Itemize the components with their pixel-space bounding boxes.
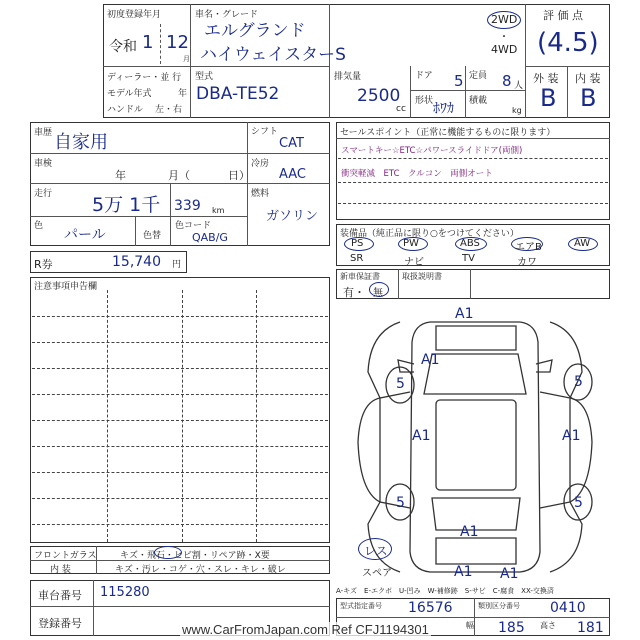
score-label: 評 価 点 [543, 9, 583, 22]
height-label: 高さ [540, 621, 556, 630]
damage-mark-rear-window: A1 [460, 524, 479, 540]
color-label: 色 [34, 221, 44, 231]
chassis-no: 115280 [100, 585, 150, 600]
load-unit: kg [512, 106, 522, 115]
model-year-unit: 年 [178, 89, 188, 99]
mileage-label: 走行 [34, 189, 53, 199]
height-value: 181 [577, 620, 604, 636]
equipment-title: 装備品（純正品に限り○をつけてください） [340, 229, 519, 239]
mileage-unit: km [212, 206, 225, 215]
damage-mark-wheel-rl: 5 [396, 495, 405, 511]
mileage-sub: 339 [174, 198, 201, 214]
recycle-amount: 15,740 [112, 254, 161, 270]
watermark: www.CarFromJapan.com Ref CFJ1194301 [182, 622, 429, 637]
drive-2wd: 2WD [491, 13, 518, 26]
damage-mark-rear-left: A1 [454, 564, 473, 580]
shift: CAT [279, 136, 304, 151]
reg-label: 登録番号 [38, 617, 82, 630]
shift-label: シフト [251, 127, 279, 137]
model-code: DBA-TE52 [196, 84, 280, 104]
exterior-grade: B [540, 84, 557, 112]
damage-mark-front: A1 [455, 306, 474, 322]
equip-ps: PS [351, 238, 364, 249]
drive-4wd: 4WD [491, 43, 518, 56]
warranty-value: 有・ [343, 286, 365, 299]
equip-pw: PW [403, 238, 419, 249]
capacity-label: 定員 [469, 71, 488, 81]
width-label: 幅 [466, 621, 474, 630]
damage-mark-wheel-fr: 5 [574, 374, 583, 390]
interior-label: 内 装 [575, 72, 601, 85]
sales-line1: スマートキー☆ETC☆パワースライドドア(両側) [341, 146, 523, 156]
windshield-items: キズ・飛石・ヒビ割・リペア跡・X要 [120, 551, 270, 561]
vehicle-type-label: 車歴 [34, 128, 53, 138]
ac: AAC [279, 167, 306, 182]
capacity-unit: 人 [514, 81, 524, 91]
model-year-label: モデル年式 [107, 89, 152, 99]
sales-title: セールスポイント（正常に機能するものに限ります） [340, 128, 556, 138]
type-cert: 16576 [408, 600, 453, 616]
spare-resu: レス [364, 544, 388, 558]
inspection-year: 年 [115, 169, 126, 182]
vehicle-type: 自家用 [54, 132, 108, 153]
dealer-label: ディーラー・並 行 [107, 73, 182, 83]
width-value: 185 [498, 620, 525, 636]
doors: 5 [454, 72, 464, 90]
grade: ハイウェイスターS [200, 45, 346, 65]
warranty-label: 新車保証書 [340, 272, 380, 281]
damage-mark-left-side: A1 [412, 428, 431, 444]
reg-month: 12 [166, 32, 189, 53]
color-code: QAB/G [192, 231, 228, 244]
era: 令和 [109, 39, 137, 55]
equip-leather: カワ [517, 257, 537, 268]
damage-legend: A-キズ E-エクボ U-凹み W-補修跡 S-サビ C-腐食 XX-交換済 [336, 587, 554, 595]
car-name: エルグランド [204, 21, 306, 41]
inspection-day: 日） [228, 169, 250, 182]
damage-mark-front-left: A1 [421, 352, 440, 368]
handle-value: 左・右 [155, 105, 183, 115]
warranty-none: 無 [373, 288, 383, 299]
exterior-label: 外 装 [533, 72, 559, 85]
car-name-label: 車名・グレード [195, 10, 259, 20]
recycle-unit: 円 [172, 260, 182, 270]
type-cert-label: 型式指定番号 [340, 602, 382, 610]
capacity: 8 [502, 72, 512, 90]
class-label: 類別区分番号 [478, 602, 520, 610]
fuel: ガソリン [266, 209, 319, 224]
recycle-box [30, 251, 187, 273]
displacement: 2500 [357, 86, 401, 106]
interior-items: キズ・汚レ・コゲ・穴・スレ・キレ・破レ [115, 565, 286, 575]
color: パール [64, 227, 106, 243]
equip-sr: SR [350, 253, 364, 264]
damage-mark-right-side: A1 [562, 428, 581, 444]
damage-mark-rear-right: A1 [500, 566, 519, 582]
fuel-label: 燃料 [251, 189, 270, 199]
recycle-label: R券 [34, 258, 53, 271]
shape: ﾎﾜｶ [433, 101, 454, 117]
reg-year: 1 [142, 32, 154, 53]
manual-label: 取扱説明書 [402, 272, 442, 281]
interior-label: 内 装 [50, 565, 71, 575]
inspection-month: 月（ [168, 169, 190, 182]
equip-abs: ABS [460, 238, 480, 249]
color-code-label: 色コード [175, 221, 212, 231]
equip-aw: AW [574, 238, 591, 249]
shape-label: 形状 [415, 96, 434, 106]
equip-airbag: エアB [515, 242, 542, 253]
notes-label: 注意事項申告欄 [34, 282, 98, 292]
chassis-label: 車台番号 [38, 589, 82, 602]
damage-mark-wheel-fl: 5 [396, 376, 405, 392]
class-no: 0410 [550, 600, 586, 616]
color-change-label: 色替 [143, 231, 162, 241]
type-label: 型式 [195, 72, 214, 82]
mileage: 5万 1千 [92, 194, 161, 216]
spare-label: スペア [362, 568, 392, 579]
drive-dot: ・ [499, 32, 509, 43]
month-unit: 月 [183, 55, 190, 63]
load-label: 積載 [469, 96, 488, 106]
handle-label: ハンドル [107, 105, 144, 115]
cc-unit: cc [396, 104, 406, 114]
interior-grade: B [580, 84, 597, 112]
ac-label: 冷房 [251, 159, 270, 169]
first-reg-label: 初度登録年月 [107, 10, 162, 20]
equip-tv: TV [462, 253, 475, 264]
doors-label: ドア [415, 71, 433, 81]
displacement-label: 排気量 [334, 72, 362, 82]
score: (4.5) [537, 28, 599, 58]
damage-mark-wheel-rr: 5 [574, 495, 583, 511]
sales-line2: 衝突軽減 ETC クルコン 両側オート [341, 169, 493, 179]
inspection-label: 車検 [34, 159, 53, 169]
windshield-label: フロントガラス [34, 551, 97, 561]
equip-navi: ナビ [404, 257, 424, 268]
